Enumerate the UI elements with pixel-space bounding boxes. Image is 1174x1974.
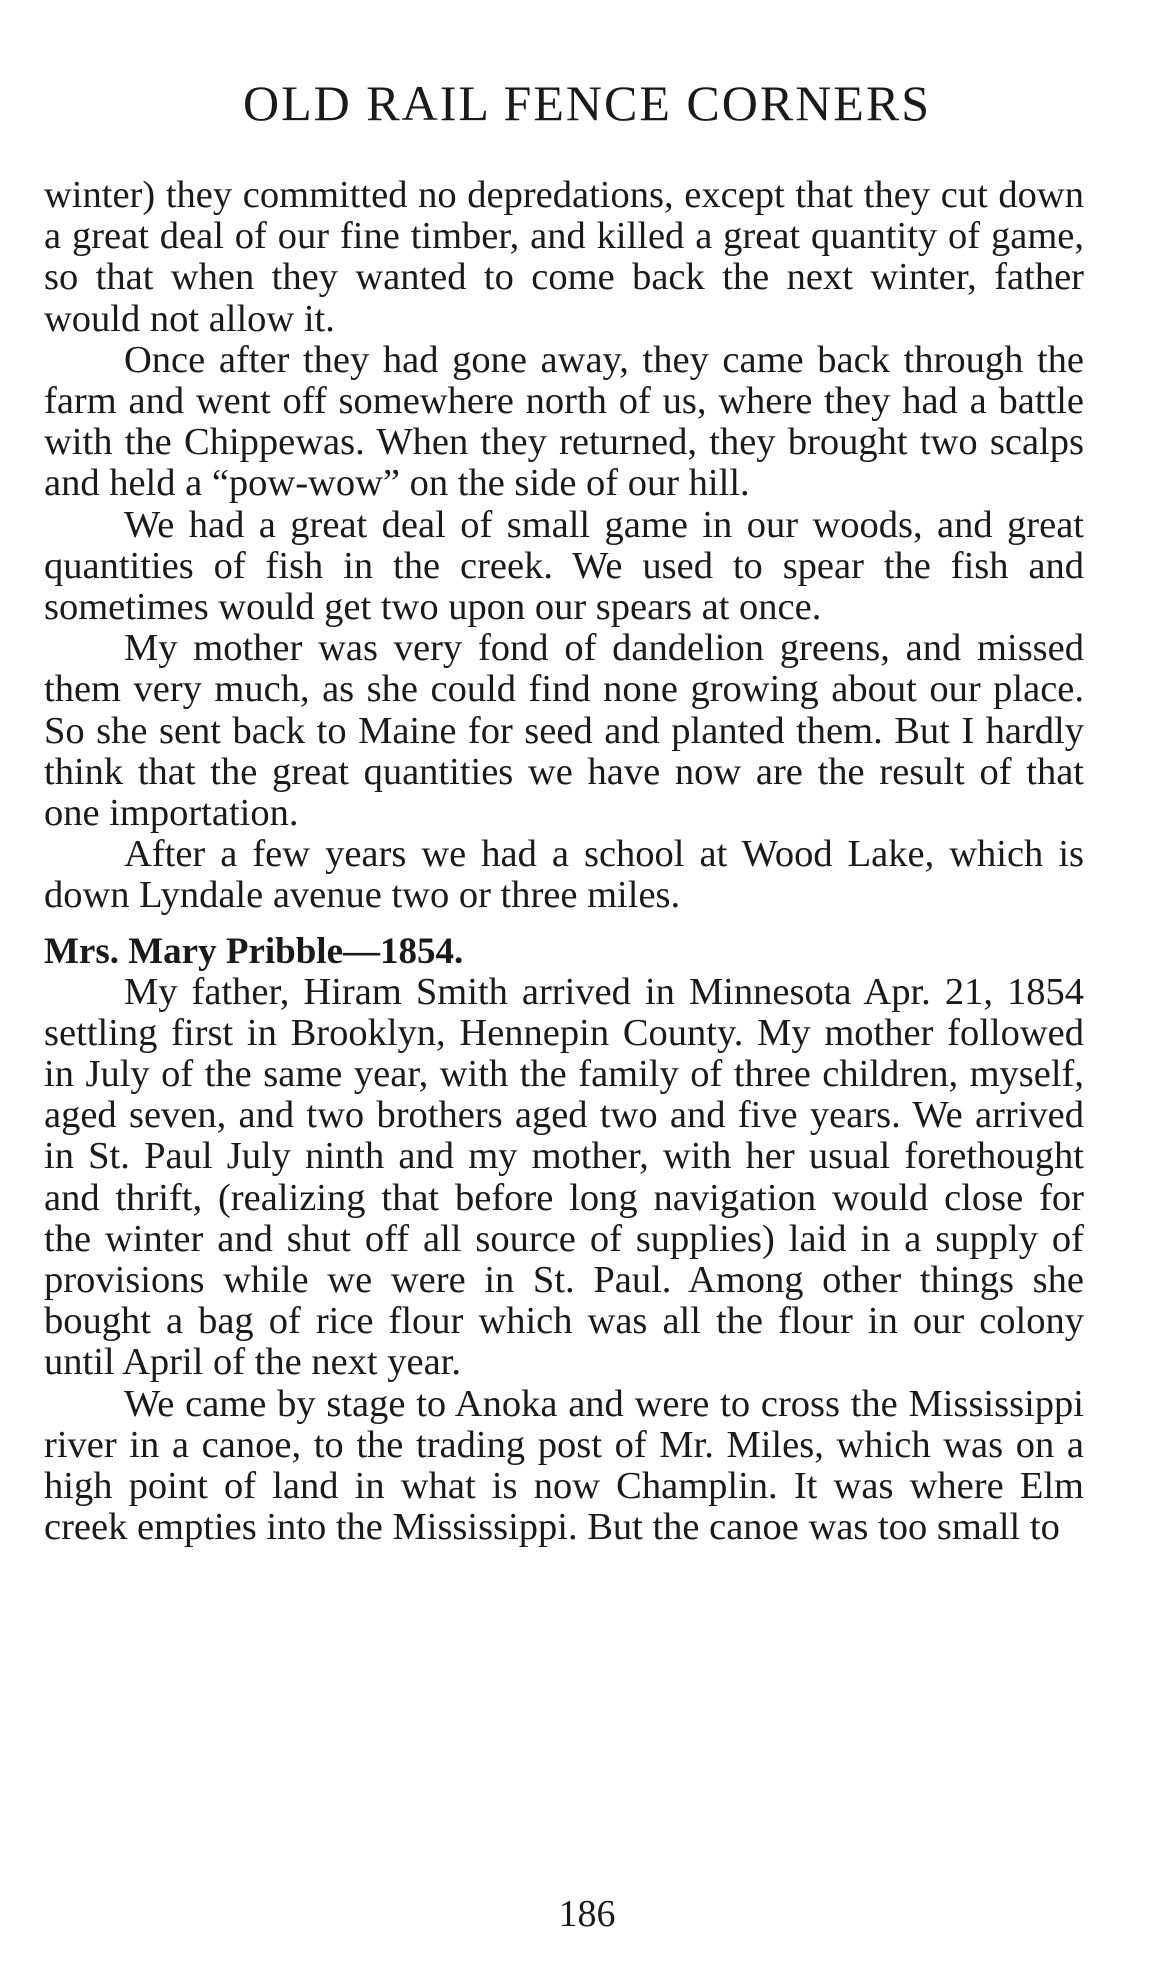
body-text (44, 175, 1084, 1549)
paragraph-2: Once after they had gone away, they came back through the farm and went off somewhere north of us, where they had a battle with the Chippewas. When they returned, they brought two scalps and held a “pow-wow” on the side of our hill. (44, 338, 1084, 505)
section-paragraph-1: My father, Hiram Smith arrived in Minnesota Apr. 21, 1854 settling first in Brooklyn, Hennepin County. My mother followed in July of the same year, with the family of three children, myself, aged seven, and two brothers aged two and five years. We arrived in St. Paul July ninth and my mother, with her usual forethought and thrift, (realizing that before long navigation would close for the winter and shut off all source of supplies) laid in a supply of provisions while we were in St. Paul. Among other things she bought a bag of rice flour which was all the flour in our colony until April of the next year. (44, 970, 1084, 1384)
paragraph-3: We had a great deal of small game in our woods, and great quantities of fish in the creek. We used to spear the fish and sometimes would get two upon our spears at once. (44, 503, 1084, 629)
paragraph-1: winter) they committed no depredations, except that they cut down a great deal of our fine timber, and killed a great quantity of game, so that when they wanted to come back the next winter, father would not allow it. (44, 174, 1084, 340)
paragraph-5: After a few years we had a school at Wood Lake, which is down Lyndale avenue two or three miles. (44, 833, 1084, 917)
section-heading: Mrs. Mary Pribble—1854. (44, 930, 464, 972)
page-number: 186 (558, 1893, 616, 1935)
section-paragraph-2: We came by stage to Anoka and were to cross the Mississippi river in a canoe, to the trading post of Mr. Miles, which was on a high point of land in what is now Champlin. It was where Elm creek empties into the Mississippi. But the canoe was too small to (44, 1382, 1084, 1549)
running-head: OLD RAIL FENCE CORNERS (242, 75, 932, 131)
paragraph-4: My mother was very fond of dandelion greens, and missed them very much, as she could find none growing about our place. So she sent back to Maine for seed and planted them. But I hardly think that the great quantities we have now are the result of that one importation. (44, 627, 1084, 835)
